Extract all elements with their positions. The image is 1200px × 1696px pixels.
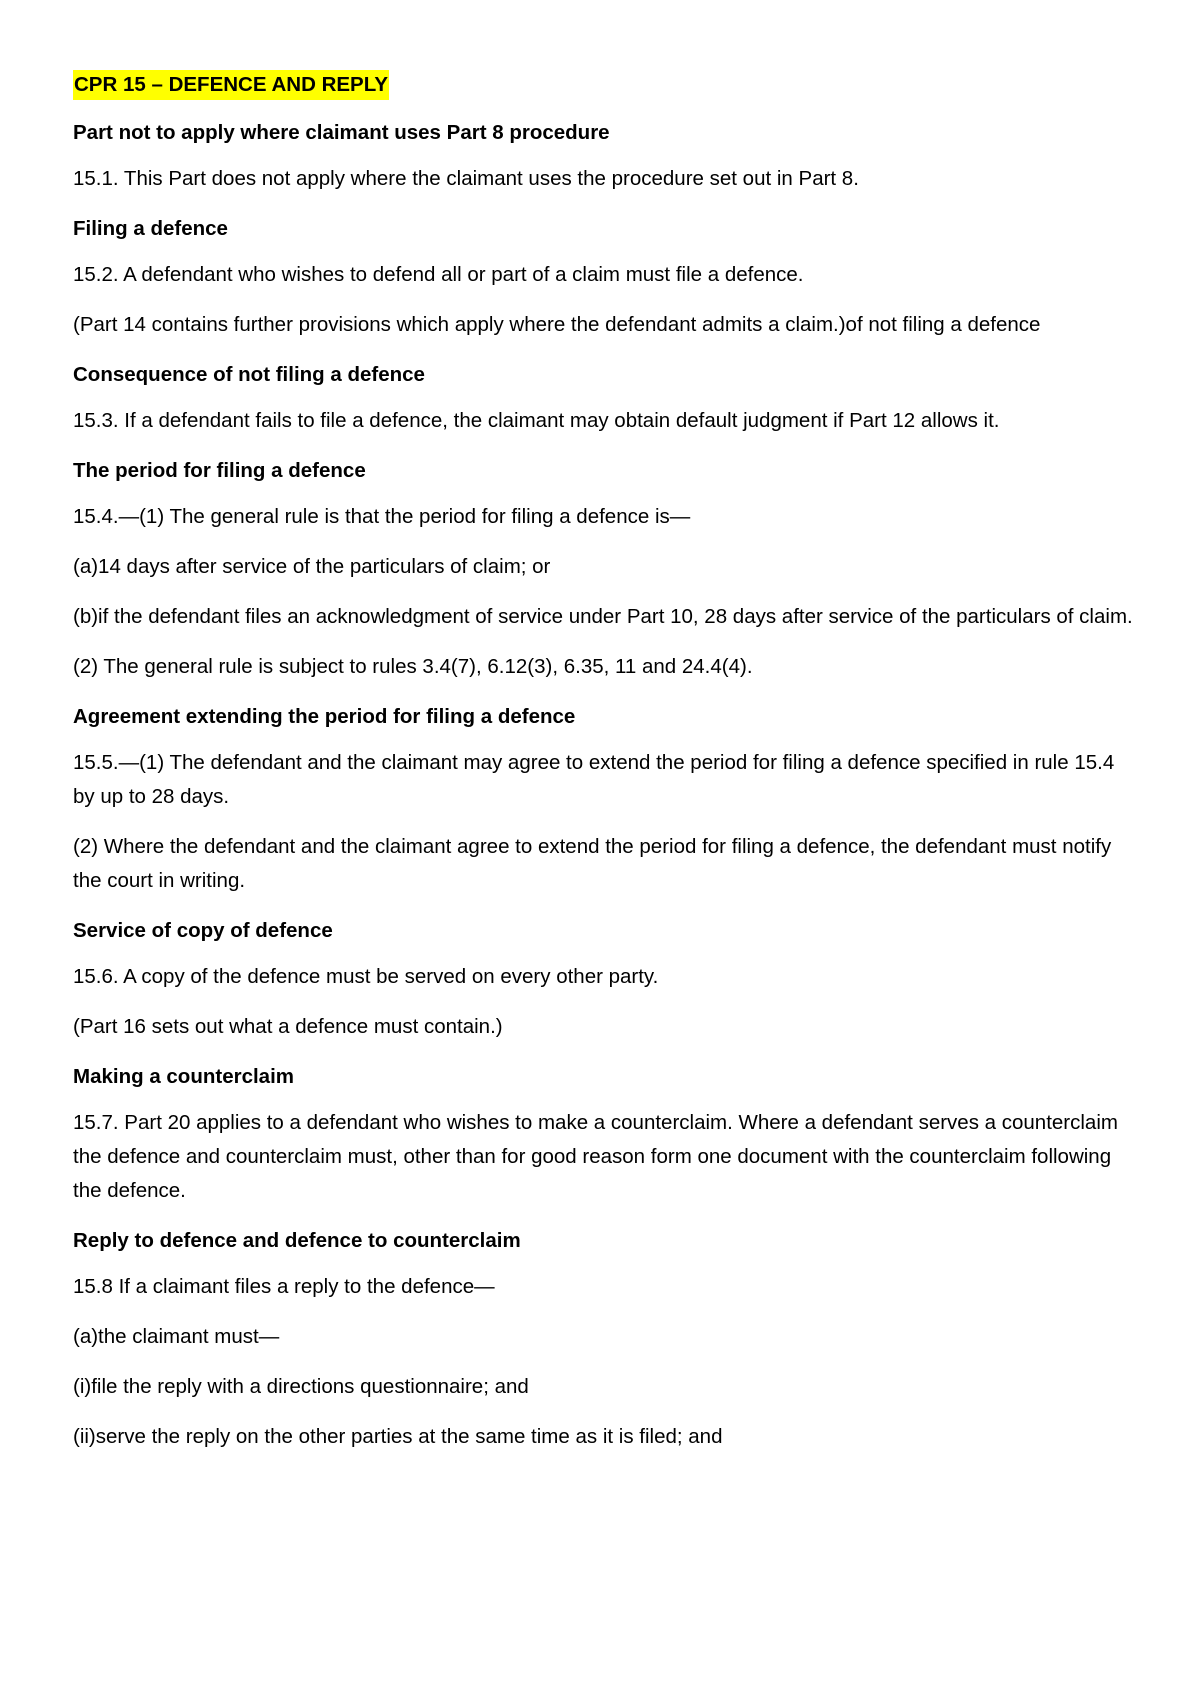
section-heading: Consequence of not filing a defence [73, 363, 425, 386]
paragraph: 15.6. A copy of the defence must be served on every other party. [73, 965, 659, 988]
paragraph: 15.3. If a defendant fails to file a defence, the claimant may obtain default judgment if Part 12 allows it. [73, 409, 1000, 432]
section-heading: Part not to apply where claimant uses Part 8 procedure [73, 121, 610, 144]
paragraph: (a)the claimant must— [73, 1325, 280, 1348]
paragraph: (b)if the defendant files an acknowledgment of service under Part 10, 28 days after service of the particulars of claim. [73, 605, 1133, 628]
paragraph: 15.1. This Part does not apply where the claimant uses the procedure set out in Part 8. [73, 167, 859, 190]
paragraph: (ii)serve the reply on the other parties at the same time as it is filed; and [73, 1425, 723, 1448]
paragraph: (i)file the reply with a directions questionnaire; and [73, 1375, 529, 1398]
section-heading: Reply to defence and defence to counterclaim [73, 1229, 521, 1252]
section-heading: Making a counterclaim [73, 1065, 295, 1088]
paragraph: 15.7. Part 20 applies to a defendant who wishes to make a counterclaim. Where a defendant serves a counterclaim the defence and counterclaim must, other than for good reason form one document with the counterclaim following the defence. [73, 1111, 1118, 1202]
paragraph: 15.2. A defendant who wishes to defend all or part of a claim must file a defence. [73, 263, 804, 286]
paragraph: (2) Where the defendant and the claimant agree to extend the period for filing a defence, the defendant must notify the court in writing. [73, 835, 1112, 892]
document-page [73, 70, 1133, 1470]
paragraph: 15.8 If a claimant files a reply to the defence— [73, 1275, 495, 1298]
section-heading: The period for filing a defence [73, 459, 366, 482]
section-heading: Filing a defence [73, 217, 228, 240]
document-title: CPR 15 – DEFENCE AND REPLY [73, 70, 389, 100]
paragraph: 15.4.—(1) The general rule is that the period for filing a defence is— [73, 505, 691, 528]
section-heading: Service of copy of defence [73, 919, 333, 942]
paragraph: (Part 14 contains further provisions which apply where the defendant admits a claim.)of not filing a defence [73, 313, 1041, 336]
section-heading: Agreement extending the period for filing a defence [73, 705, 576, 728]
paragraph: (2) The general rule is subject to rules 3.4(7), 6.12(3), 6.35, 11 and 24.4(4). [73, 655, 753, 678]
paragraph: 15.5.—(1) The defendant and the claimant may agree to extend the period for filing a defence specified in rule 15.4 by up to 28 days. [73, 751, 1115, 808]
paragraph: (a)14 days after service of the particulars of claim; or [73, 555, 551, 578]
paragraph: (Part 16 sets out what a defence must contain.) [73, 1015, 503, 1038]
